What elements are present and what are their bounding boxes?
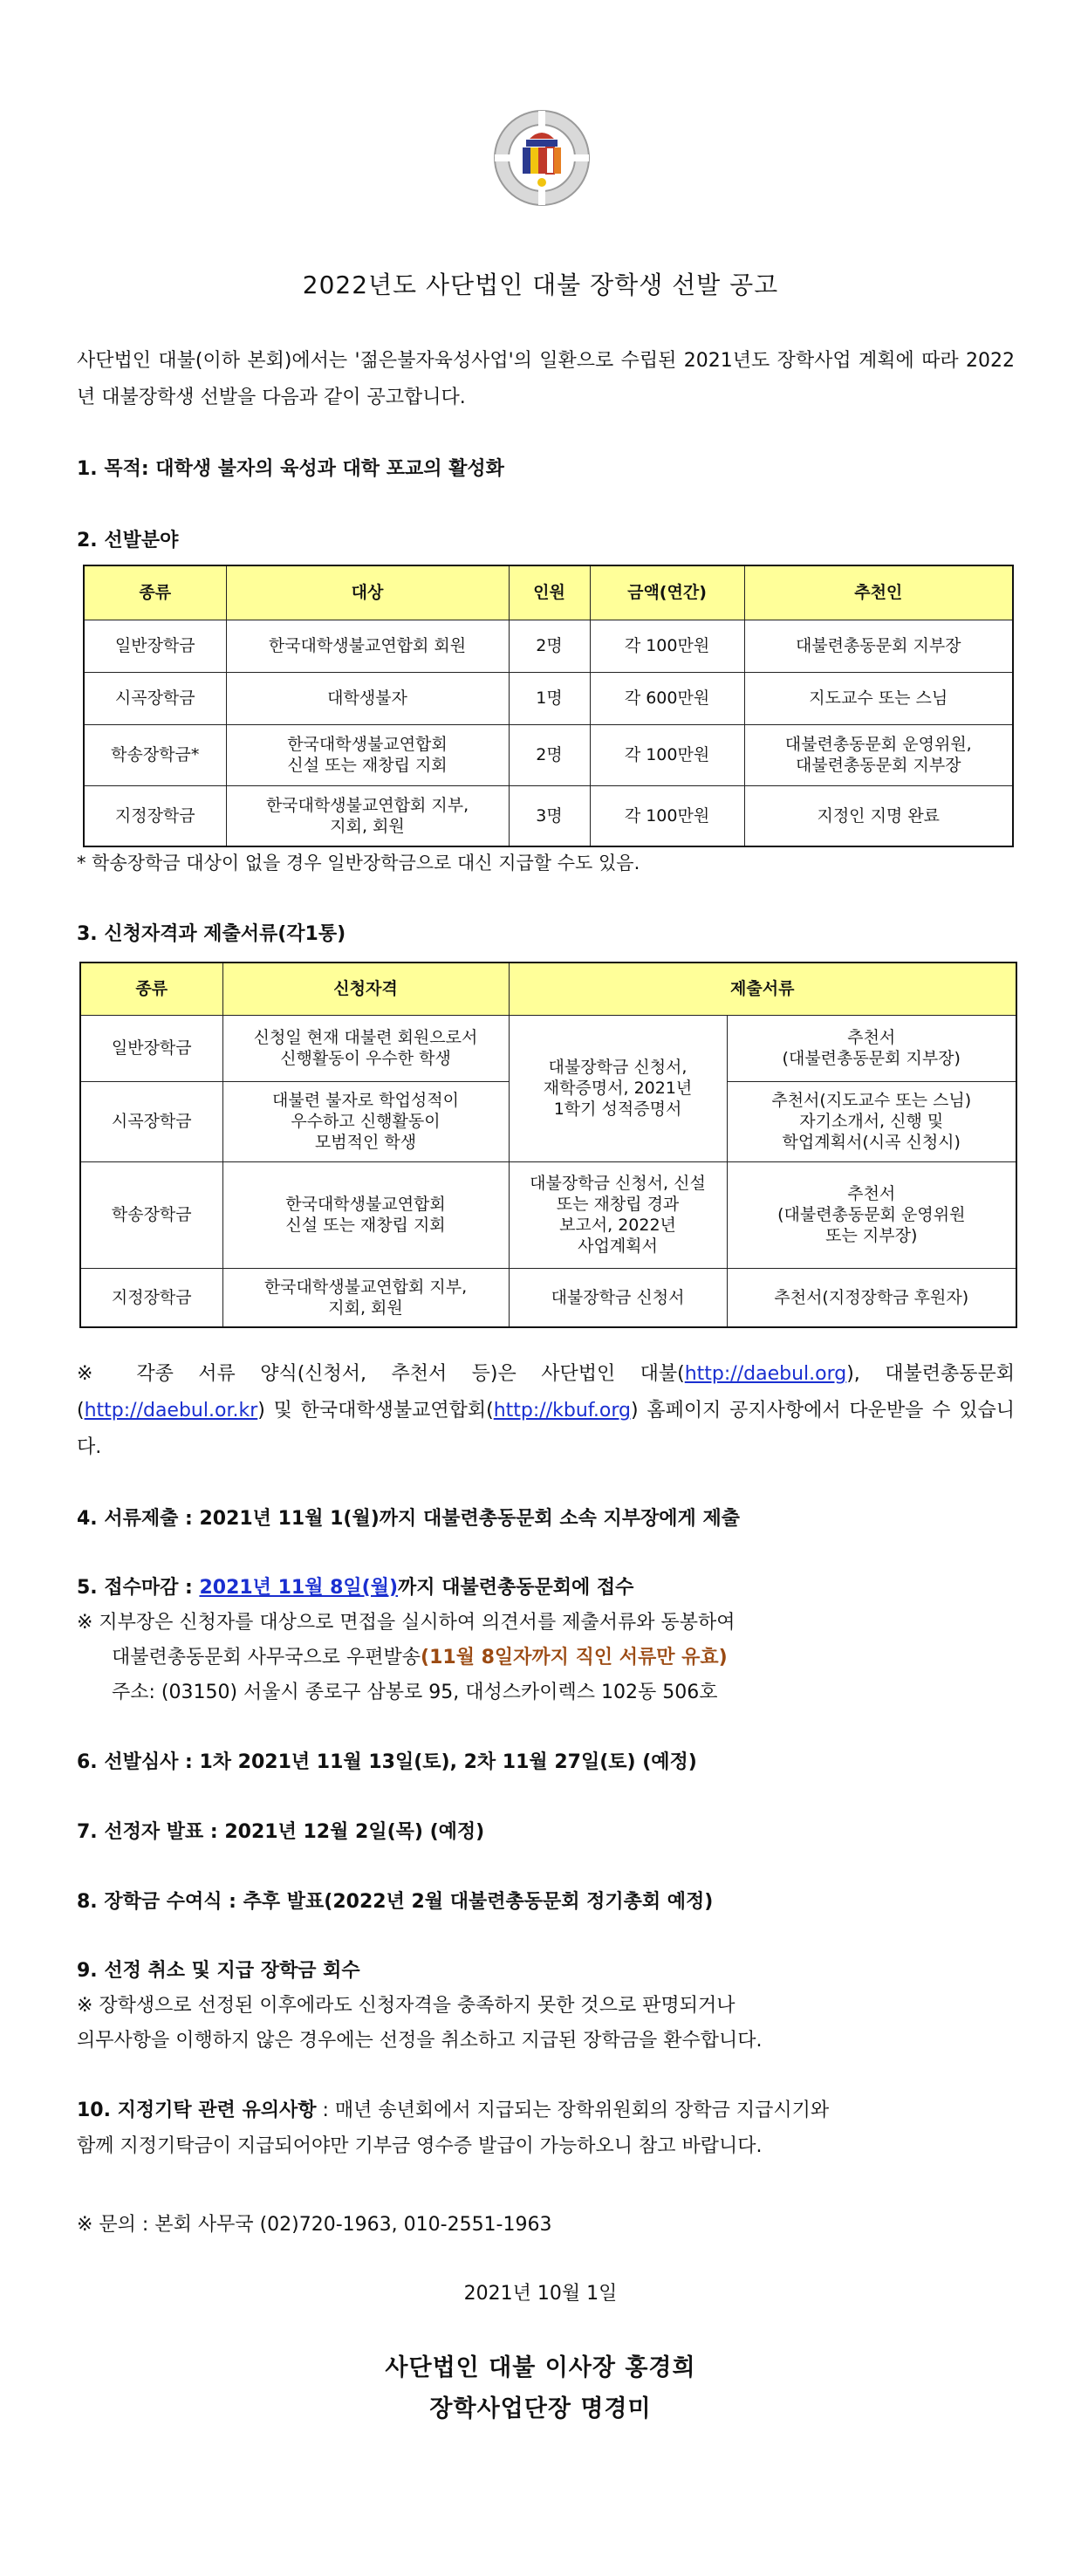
- table-header-row: [80, 963, 1016, 1015]
- table-header-row: [84, 565, 1013, 620]
- signature-director: 장학사업단장 명경미: [429, 2395, 652, 2422]
- section-6-screening: 6. 선발심사 : 1차 2021년 11월 13일(토), 2차 11월 27일(토) (예정): [77, 1751, 697, 1773]
- column-header: 대상: [226, 565, 509, 620]
- column-header: 추천인: [744, 565, 1013, 620]
- table-cell: 추천서(지정장학금 후원자): [727, 1268, 1016, 1327]
- table-cell: 1명: [509, 672, 590, 724]
- table-cell: 대불장학금 신청서, 재학증명서, 2021년 1학기 성적증명서: [509, 1015, 727, 1161]
- table-cell: 대불련총동문회 지부장: [744, 620, 1013, 672]
- table-cell: 시곡장학금: [80, 1081, 222, 1161]
- table-row: [80, 1268, 1016, 1327]
- column-header: 금액(연간): [590, 565, 744, 620]
- table-row: [84, 672, 1013, 724]
- table-cell: 각 600만원: [590, 672, 744, 724]
- mailing-address: 주소: (03150) 서울시 종로구 삼봉로 95, 대성스카이렉스 102동 506호: [112, 1682, 718, 1703]
- section-7-announcement: 7. 선정자 발표 : 2021년 12월 2일(목) (예정): [77, 1821, 485, 1843]
- table-cell: 2명: [509, 724, 590, 785]
- section-5-deadline: 5. 접수마감 : 2021년 11월 8일(월)까지 대불련총동문회에 접수: [77, 1577, 634, 1599]
- table-row: [84, 785, 1013, 846]
- page-title: 2022년도 사단법인 대불 장학생 선발 공고: [302, 271, 779, 299]
- table-cell: 한국대학생불교연합회 신설 또는 재창립 지회: [226, 724, 509, 785]
- seal-notice: (11월 8일자까지 직인 서류만 유효): [421, 1647, 728, 1668]
- qualification-table: [79, 962, 1017, 1328]
- table-cell: 대불련 불자로 학업성적이 우수하고 신행활동이 모범적인 학생: [222, 1081, 509, 1161]
- daebul-org-link[interactable]: http://daebul.org: [684, 1363, 847, 1385]
- table-cell: 일반장학금: [80, 1015, 222, 1081]
- notice-date: 2021년 10월 1일: [463, 2283, 618, 2305]
- selection-table: [83, 565, 1014, 847]
- section-4-submission: 4. 서류제출 : 2021년 11월 1(월)까지 대불련총동문회 소속 지부장에게 제출: [77, 1508, 740, 1530]
- table-cell: 대불장학금 신청서, 신설 또는 재창립 경과 보고서, 2022년 사업계획서: [509, 1161, 727, 1268]
- table-footnote: * 학송장학금 대상이 없을 경우 일반장학금으로 대신 지급할 수도 있음.: [77, 853, 640, 874]
- table-cell: 지정인 지명 완료: [744, 785, 1013, 846]
- table-row: [84, 724, 1013, 785]
- column-header: 종류: [80, 963, 222, 1015]
- table-cell: 시곡장학금: [84, 672, 226, 724]
- table-cell: 추천서(지도교수 또는 스님) 자기소개서, 신행 및 학업계획서(시곡 신청시): [727, 1081, 1016, 1161]
- table-cell: 각 100만원: [590, 724, 744, 785]
- section-8-ceremony: 8. 장학금 수여식 : 추후 발표(2022년 2월 대불련총동문회 정기총회 예정): [77, 1891, 714, 1913]
- table-cell: 한국대학생불교연합회 지부, 지회, 회원: [222, 1268, 509, 1327]
- table-cell: 한국대학생불교연합회 지부, 지회, 회원: [226, 785, 509, 846]
- table-cell: 학송장학금: [80, 1161, 222, 1268]
- table-cell: 대불련총동문회 운영위원, 대불련총동문회 지부장: [744, 724, 1013, 785]
- table-cell: 2명: [509, 620, 590, 672]
- table-cell: 신청일 현재 대불련 회원으로서 신행활동이 우수한 학생: [222, 1015, 509, 1081]
- section-10-heading: 10. 지정기탁 관련 유의사항 : 매년 송년회에서 지급되는 장학위원회의 장학금 지급시기와: [77, 2100, 830, 2121]
- table-cell: 지도교수 또는 스님: [744, 672, 1013, 724]
- section-3-heading: 3. 신청자격과 제출서류(각1통): [77, 923, 346, 945]
- table-cell: 지정장학금: [84, 785, 226, 846]
- signature-chairman: 사단법인 대불 이사장 홍경희: [385, 2354, 696, 2381]
- column-header: 제출서류: [509, 963, 1016, 1015]
- table-cell: 한국대학생불교연합회 신설 또는 재창립 지회: [222, 1161, 509, 1268]
- table-cell: 한국대학생불교연합회 회원: [226, 620, 509, 672]
- table-cell: 3명: [509, 785, 590, 846]
- table-cell: 대학생불자: [226, 672, 509, 724]
- cancellation-line-2: 의무사항을 이행하지 않은 경우에는 선정을 취소하고 지급된 장학금을 환수합니다.: [77, 2030, 763, 2052]
- deadline-date-link[interactable]: 2021년 11월 8일(월): [199, 1577, 399, 1599]
- kbuf-org-link[interactable]: http://kbuf.org: [493, 1400, 631, 1422]
- table-cell: 지정장학금: [80, 1268, 222, 1327]
- column-header: 인원: [509, 565, 590, 620]
- section-1-purpose: 1. 목적: 대학생 불자의 육성과 대학 포교의 활성화: [77, 458, 504, 480]
- column-header: 신청자격: [222, 963, 509, 1015]
- deadline-note-line-1: ※ 지부장은 신청자를 대상으로 면접을 실시하여 의견서를 제출서류와 동봉하여: [77, 1612, 735, 1634]
- intro-paragraph: 사단법인 대불(이하 본회)에서는 '젊은불자육성사업'의 일환으로 수립된 2021년도 장학사업 계획에 따라 2022년 대불장학생 선발을 다음과 같이 공고합니다.: [77, 350, 1015, 408]
- deadline-note-line-2: 대불련총동문회 사무국으로 우편발송(11월 8일자까지 직인 서류만 유효): [112, 1647, 728, 1668]
- cancellation-line-1: ※ 장학생으로 선정된 이후에라도 신청자격을 충족하지 못한 것으로 판명되거나: [77, 1995, 735, 2017]
- column-header: 종류: [84, 565, 226, 620]
- daebul-or-kr-link[interactable]: http://daebul.or.kr: [84, 1400, 258, 1422]
- contact-info: ※ 문의 : 본회 사무국 (02)720-1963, 010-2551-1963: [77, 2214, 552, 2236]
- table-cell: 대불장학금 신청서: [509, 1268, 727, 1327]
- table-cell: 추천서 (대불련총동문회 운영위원 또는 지부장): [727, 1161, 1016, 1268]
- table-row: [84, 620, 1013, 672]
- designated-donation-note: 함께 지정기탁금이 지급되어야만 기부금 영수증 발급이 가능하오니 참고 바랍니다.: [77, 2135, 763, 2157]
- forms-notice: ※ 각종 서류 양식(신청서, 추천서 등)은 사단법인 대불(http://daebul.org), 대불련총동문회(http://daebul.or.kr) 및 한국대학생불교연합회(http://kbuf.org) 홈페이지 공지사항에서 다운받을 수 있습니다.: [77, 1363, 1015, 1458]
- table-cell: 각 100만원: [590, 620, 744, 672]
- table-cell: 추천서 (대불련총동문회 지부장): [727, 1015, 1016, 1081]
- table-row: [80, 1015, 1016, 1081]
- daebul-logo-icon: [491, 107, 592, 209]
- table-cell: 각 100만원: [590, 785, 744, 846]
- section-9-heading: 9. 선정 취소 및 지급 장학금 회수: [77, 1960, 360, 1982]
- table-cell: 일반장학금: [84, 620, 226, 672]
- table-cell: 학송장학금*: [84, 724, 226, 785]
- table-row: [80, 1161, 1016, 1268]
- section-2-heading: 2. 선발분야: [77, 530, 179, 552]
